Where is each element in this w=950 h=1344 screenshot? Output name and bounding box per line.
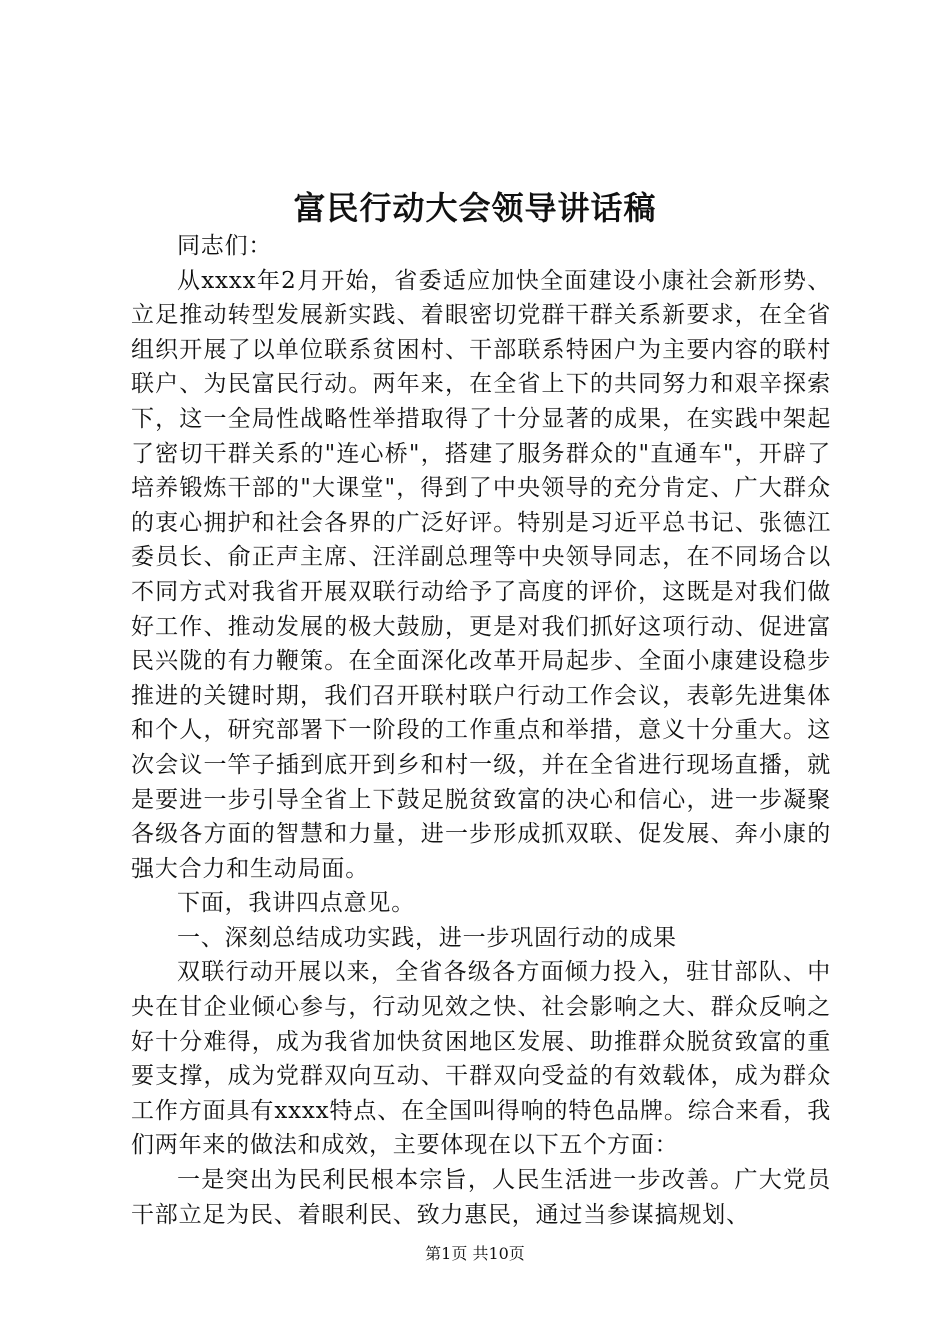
point-1-paragraph: 一是突出为民利民根本宗旨，人民生活进一步改善。广大党员干部立足为民、着眼利民、致力惠民，通过当参谋搞规划、 xyxy=(131,1167,831,1228)
document-body xyxy=(131,229,831,1232)
section-1-paragraph: 双联行动开展以来，全省各级各方面倾力投入，驻甘部队、中央在甘企业倾心参与，行动见效之快、社会影响之大、群众反响之好十分难得，成为我省加快贫困地区发展、助推群众脱贫致富的重要支撑，成为党群双向互动、干群双向受益的有效载体，成为群众工作方面具有xxxx特点、在全国叫得响的特色品牌。综合来看，我们两年来的做法和成效，主要体现在以下五个方面： xyxy=(131,959,831,1159)
page-number-footer: 第1页 共10页 xyxy=(425,1244,525,1263)
salutation-paragraph: 同志们： xyxy=(177,233,273,259)
intro-paragraph: 从xxxx年2月开始，省委适应加快全面建设小康社会新形势、立足推动转型发展新实践、着眼密切党群干群关系新要求，在全省组织开展了以单位联系贫困村、干部联系特困户为主要内容的联村联户、为民富民行动。两年来，在全省上下的共同努力和艰辛探索下，这一全局性战略性举措取得了十分显著的成果，在实践中架起了密切干群关系的"连心桥"，搭建了服务群众的"直通车"，开辟了培养锻炼干部的"大课堂"，得到了中央领导的充分肯定、广大群众的衷心拥护和社会各界的广泛好评。特别是习近平总书记、张德江委员长、俞正声主席、汪洋副总理等中央领导同志，在不同场合以不同方式对我省开展双联行动给予了高度的评价，这既是对我们做好工作、推动发展的极大鼓励，更是对我们抓好这项行动、促进富民兴陇的有力鞭策。在全面深化改革开局起步、全面小康建设稳步推进的关键时期，我们召开联村联户行动工作会议，表彰先进集体和个人，研究部署下一阶段的工作重点和举措，意义十分重大。这次会议一竿子插到底开到乡和村一级，并在全省进行现场直播，就是要进一步引导全省上下鼓足脱贫致富的决心和信心，进一步凝聚各级各方面的智慧和力量，进一步形成抓双联、促发展、奔小康的强大合力和生动局面。 xyxy=(131,267,831,882)
transition-paragraph: 下面，我讲四点意见。 xyxy=(177,890,415,917)
document-title: 富民行动大会领导讲话稿 xyxy=(293,189,657,227)
section-heading-1: 一、深刻总结成功实践，进一步巩固行动的成果 xyxy=(177,924,677,951)
